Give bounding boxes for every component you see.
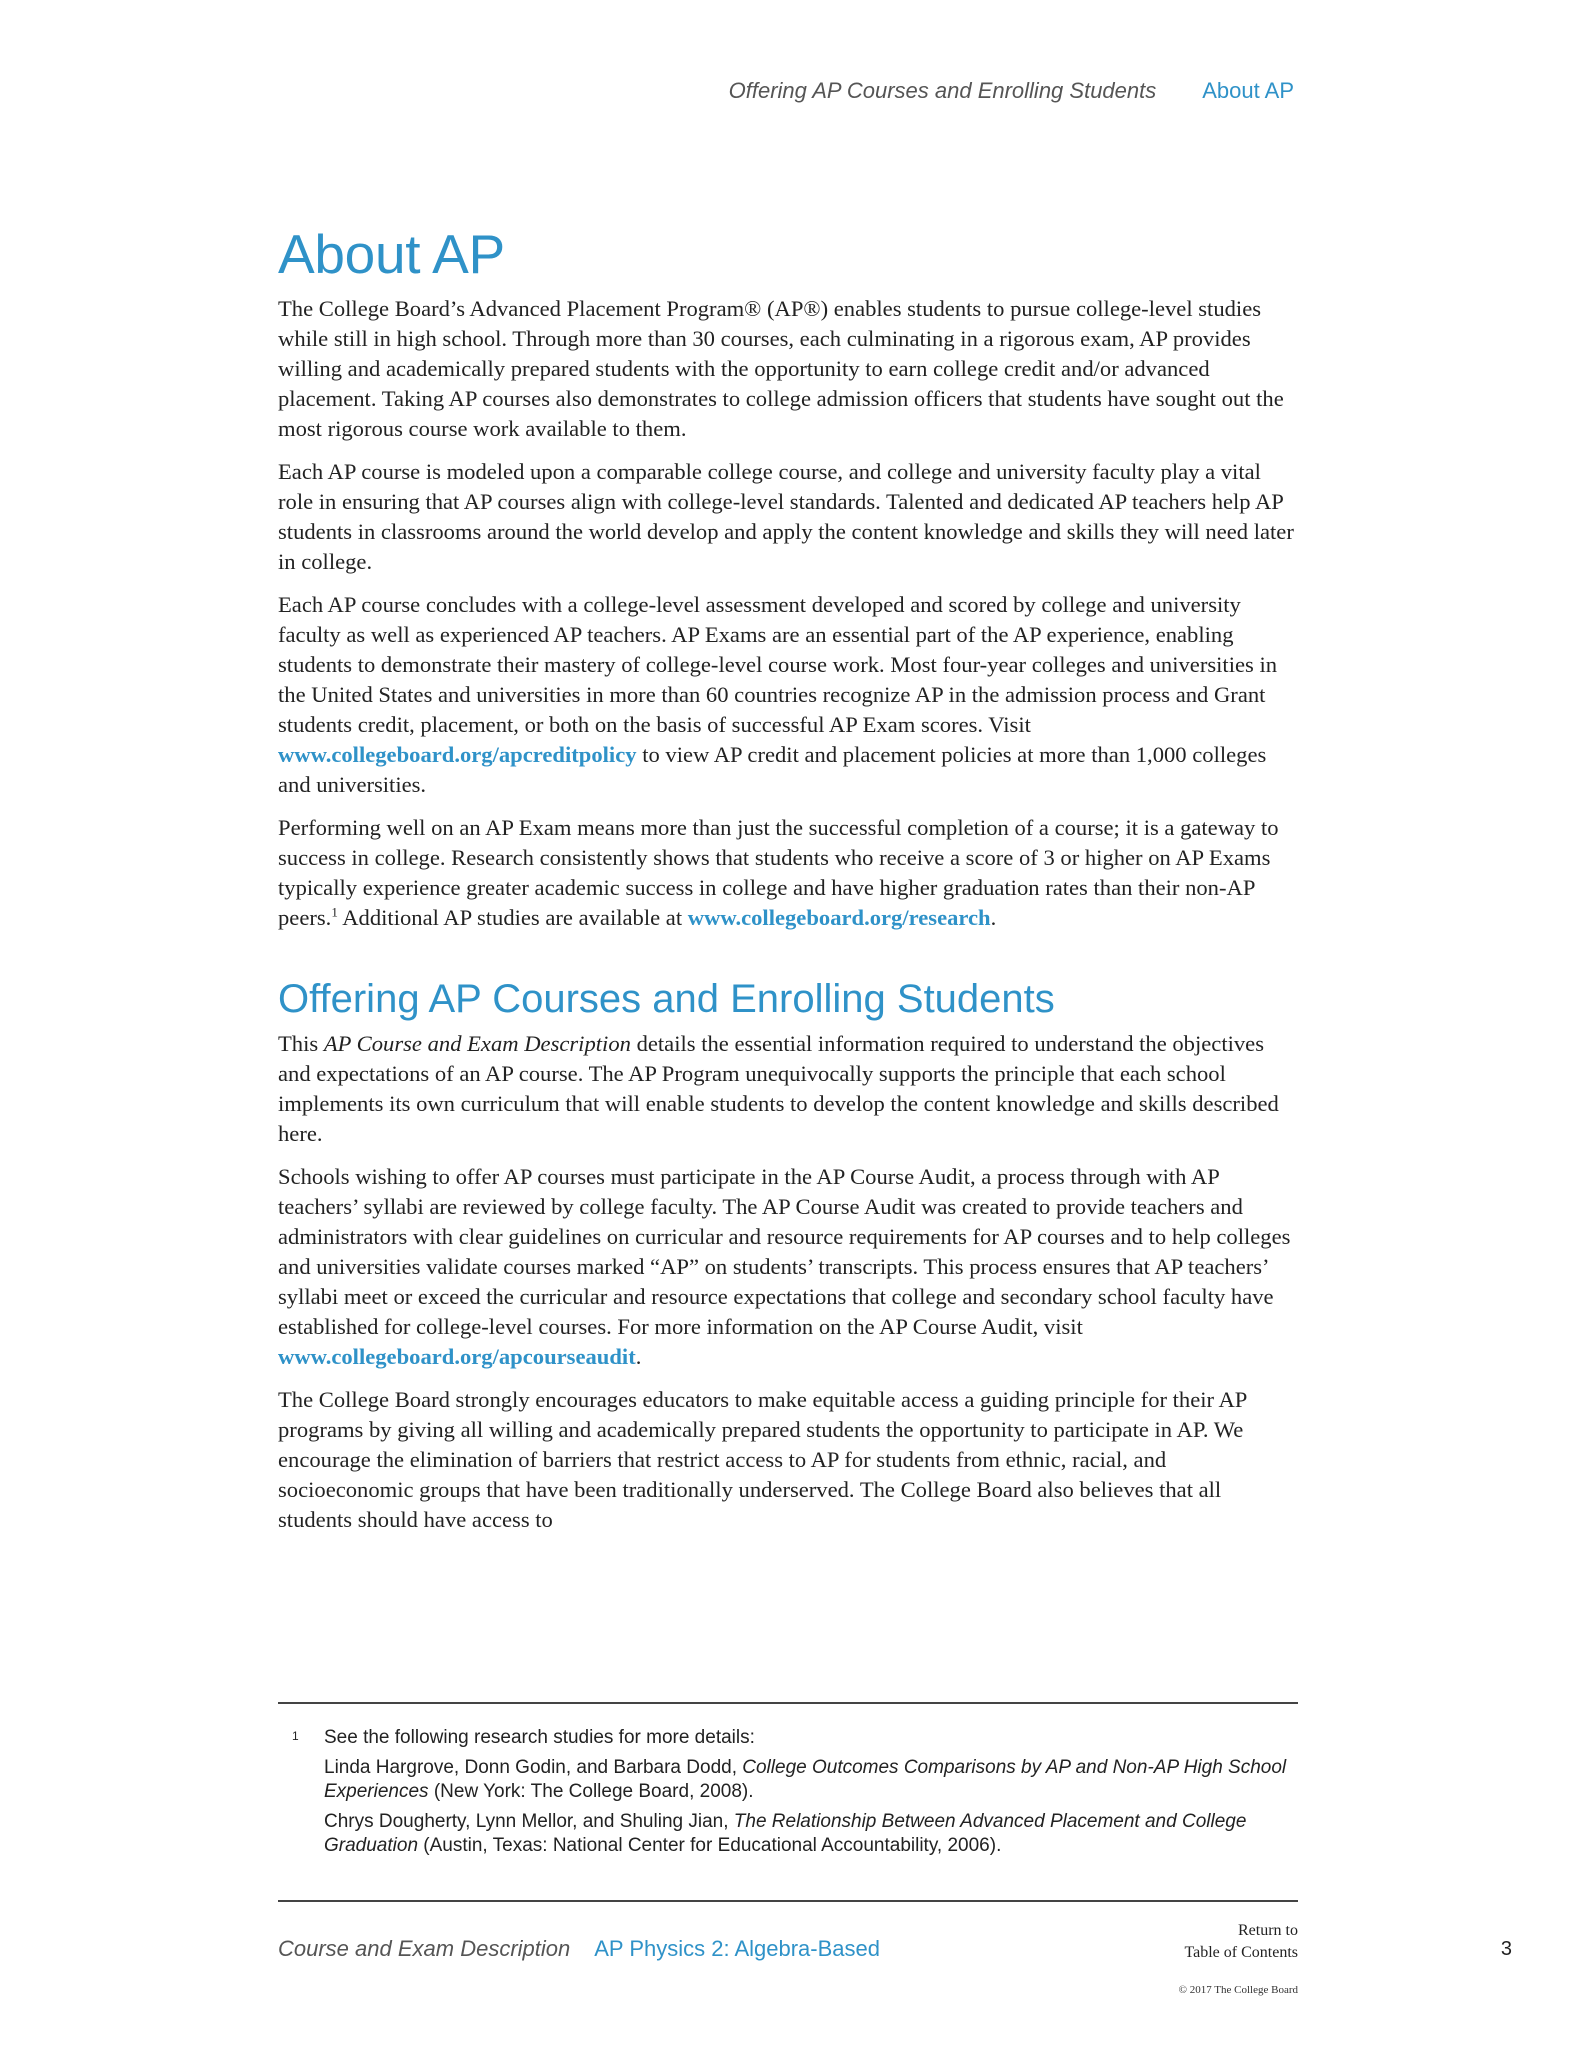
ref1-title: College Outcomes Comparisons by AP and Non-AP High School Experiences [324, 1757, 1287, 1802]
offering-paragraph-3: The College Board strongly encourages educators to make equitable access a guiding principle for their AP programs by giving all willing and academically prepared students the opportunity to participate in AP. We encourage the elimination of barriers that restrict access to AP for students from ethnic, racial, and socioeconomic groups that have been traditionally underserved. The College Board also believes that all students should have access to [278, 1387, 1247, 1532]
offering-paragraph-2-text-b: . [635, 1344, 642, 1369]
footnote-reference-1 [324, 1756, 1298, 1804]
about-paragraph-3-text-a: Each AP course concludes with a college-level assessment developed and scored by college and university faculty as well as experienced AP teachers. AP Exams are an essential part of the AP experience, enabling students to demonstrate their mastery of college-level course work. Most four-year colleges and universities in the United States and universities in more than 60 countries recognize AP in the admission process and Grant students credit, placement, or both on the basis of successful AP Exam scores. Visit [278, 592, 1278, 737]
about-paragraph-4 [278, 813, 1298, 933]
footnote-text [324, 1726, 1298, 1864]
footnote-reference[interactable]: 1 [331, 904, 338, 920]
header-section-title: Offering AP Courses and Enrolling Students [728, 78, 1157, 103]
offering-paragraph-2 [278, 1162, 1298, 1372]
about-paragraph-2: Each AP course is modeled upon a comparable college course, and college and university faculty play a vital role in ensuring that AP courses align with college-level standards. Talented and dedicated AP teachers help AP students in classrooms around the world develop and apply the content knowledge and skills they will need later in college. [278, 459, 1294, 574]
copyright: © 2017 The College Board [1178, 1984, 1298, 1996]
apcreditpolicy-link[interactable]: www.collegeboard.org/apcreditpolicy [278, 742, 637, 767]
research-link[interactable]: www.collegeboard.org/research [687, 905, 991, 930]
apcourseaudit-link[interactable]: www.collegeboard.org/apcourseaudit [278, 1344, 636, 1369]
about-ap-heading: About AP [278, 223, 505, 285]
return-to-toc-link[interactable] [1184, 1920, 1298, 1964]
footnote-block [278, 1726, 1298, 1864]
footer-course-info [278, 1936, 880, 1962]
footnote-reference-2 [324, 1810, 1298, 1858]
offering-paragraph-1 [278, 1029, 1298, 1149]
return-line-1: Return to [1238, 1922, 1298, 1939]
offering-paragraph-1-text-a: This [278, 1031, 324, 1056]
ced-title-italic: AP Course and Exam Description [323, 1031, 631, 1056]
return-line-2: Table of Contents [1184, 1944, 1298, 1961]
footer-divider [278, 1900, 1298, 1902]
page-number: 3 [1500, 1938, 1512, 1960]
about-paragraph-1: The College Board’s Advanced Placement Program® (AP®) enables students to pursue college-level studies while still in high school. Through more than 30 courses, each culminating in a rigorous exam, AP provides willing and academically prepared students with the opportunity to earn college credit and/or advanced placement. Taking AP courses also demonstrates to college admission officers that students have sought out the most rigorous course work available to them. [278, 296, 1284, 441]
about-paragraph-4-text-a: Performing well on an AP Exam means more than just the successful completion of a course; it is a gateway to success in college. Research consistently shows that students who receive a score of 3 or higher on AP Exams typically experience greater academic success in college and have higher graduation rates than their non-AP peers. [278, 815, 1279, 930]
ref2-publisher: (Austin, Texas: National Center for Educational Accountability, 2006). [418, 1835, 1002, 1856]
ref1-authors: Linda Hargrove, Donn Godin, and Barbara Dodd, [324, 1757, 743, 1778]
footnote-divider [278, 1702, 1298, 1704]
offering-paragraph-1-text-b: details the essential information required to understand the objectives and expectations of an AP course. The AP Program unequivocally supports the principle that each school implements its own curriculum that will enable students to develop the content knowledge and skills described here. [278, 1031, 1279, 1146]
ref2-authors: Chrys Dougherty, Lynn Mellor, and Shuling Jian, [324, 1811, 734, 1832]
ref2-title: The Relationship Between Advanced Placement and College Graduation [324, 1811, 1247, 1856]
offering-paragraph-2-text-a: Schools wishing to offer AP courses must participate in the AP Course Audit, a process through with AP teachers’ syllabi are reviewed by college faculty. The AP Course Audit was created to provide teachers and administrators with clear guidelines on curricular and resource requirements for AP courses and to help colleges and universities validate courses marked “AP” on students’ transcripts. This process ensures that AP teachers’ syllabi meet or exceed the curricular and resource expectations that college and secondary school faculty have established for college-level courses. For more information on the AP Course Audit, visit [278, 1164, 1291, 1339]
about-paragraph-4-text-c: . [990, 905, 997, 930]
footnote-row [278, 1726, 1298, 1864]
main-content [278, 222, 1298, 1548]
footer-course-label: AP Physics 2: Algebra-Based [594, 1936, 881, 1961]
about-paragraph-4-text-b: Additional AP studies are available at [337, 905, 688, 930]
ref1-publisher: (New York: The College Board, 2008). [428, 1781, 754, 1802]
footnote-number: 1 [292, 1729, 299, 1743]
offering-heading: Offering AP Courses and Enrolling Students [278, 977, 1055, 1021]
running-header [729, 78, 1294, 104]
about-paragraph-3-text-b: to view AP credit and placement policies at more than 1,000 colleges and universities. [278, 742, 1267, 797]
header-chapter-link[interactable]: About AP [1202, 78, 1294, 103]
footnote-intro: See the following research studies for more details: [324, 1727, 755, 1748]
about-paragraph-3 [278, 590, 1298, 800]
footer-doc-label: Course and Exam Description [278, 1936, 571, 1961]
